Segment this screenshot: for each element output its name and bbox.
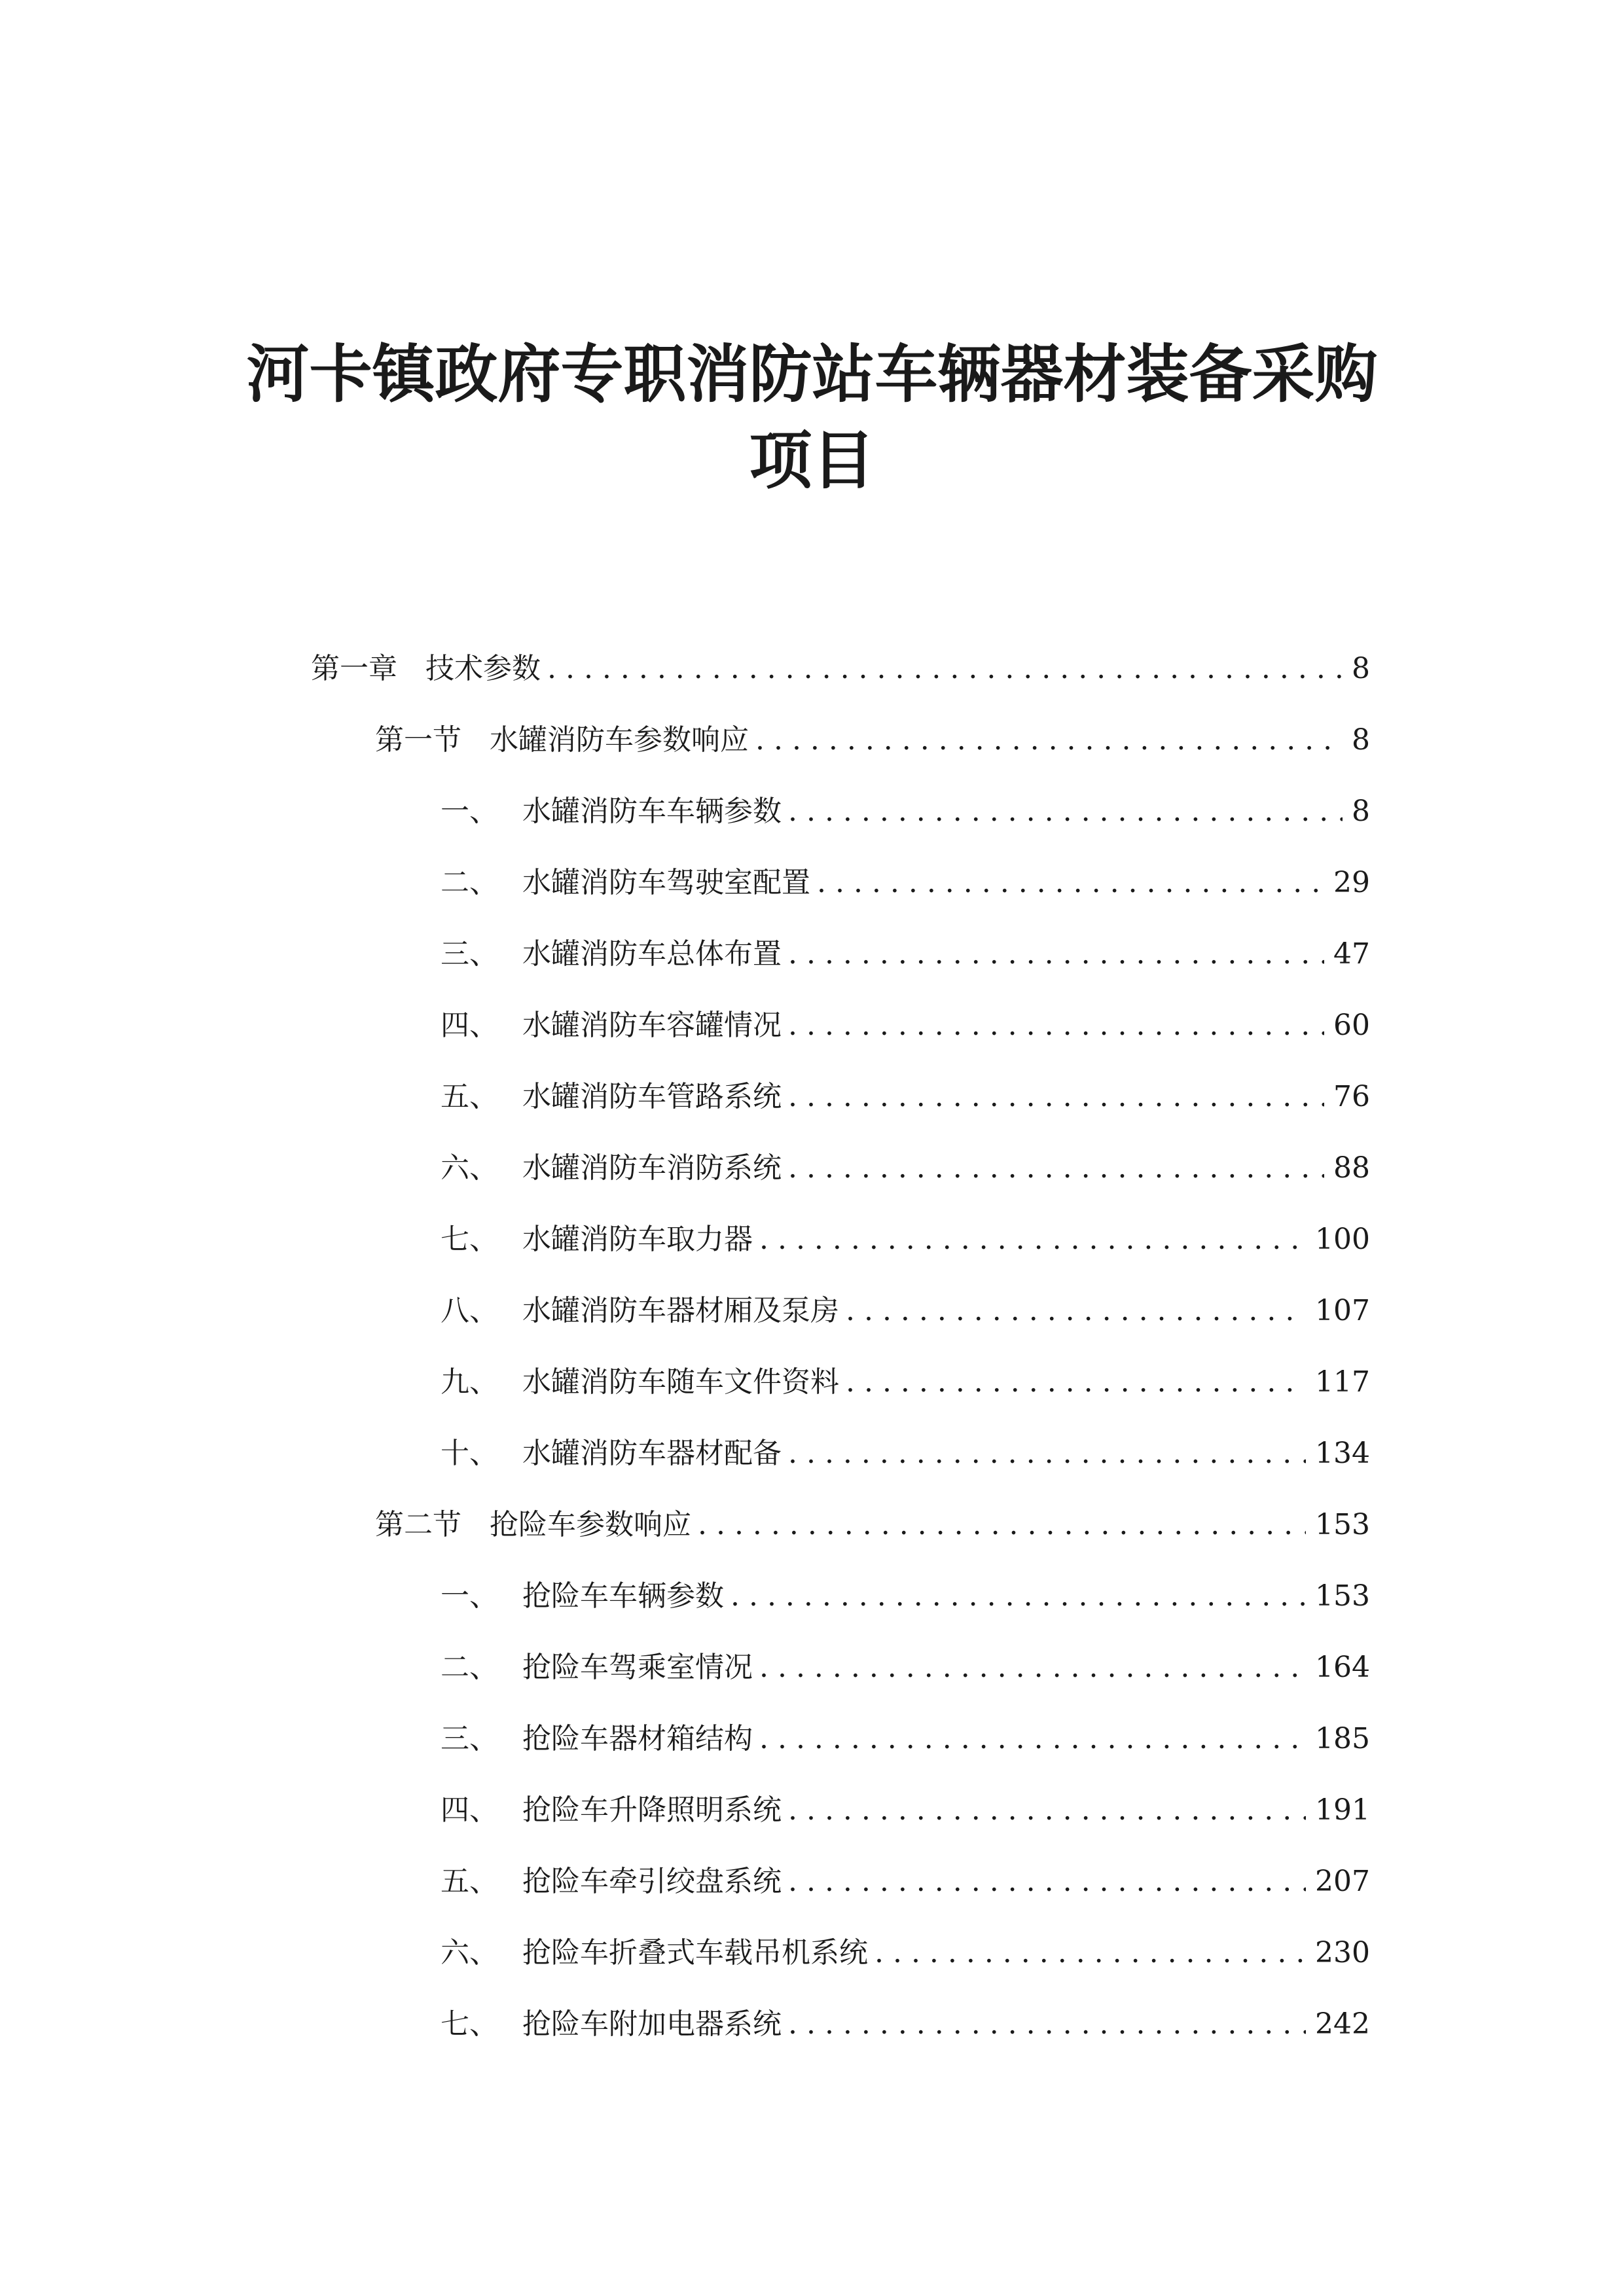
toc-entry-item[interactable] [441, 1577, 1370, 1616]
toc-dot-leader [788, 1791, 1306, 1830]
toc-dot-leader [846, 1363, 1306, 1402]
toc-entry-page: 242 [1315, 2007, 1370, 2041]
toc-dot-leader [788, 792, 1343, 831]
toc-entry-page: 107 [1315, 1294, 1370, 1327]
toc-entry-section[interactable] [375, 721, 1370, 760]
toc-entry-number: 二、 [441, 866, 498, 899]
toc-entry-label: 水罐消防车消防系统 [522, 1151, 782, 1185]
toc-entry-item[interactable] [441, 1220, 1370, 1259]
toc-entry-number: 第二节 [375, 1508, 461, 1541]
toc-dot-leader [788, 1862, 1306, 1901]
toc-entry-label: 水罐消防车管路系统 [522, 1080, 782, 1113]
toc-entry-label: 水罐消防车驾驶室配置 [522, 866, 810, 899]
toc-entry-label: 水罐消防车参数响应 [490, 723, 749, 757]
toc-dot-leader [759, 1220, 1306, 1259]
toc-entry-number: 一、 [441, 795, 498, 828]
toc-entry-page: 185 [1315, 1722, 1370, 1755]
toc-entry-label: 水罐消防车器材厢及泵房 [522, 1294, 839, 1327]
toc-entry-item[interactable] [441, 1291, 1370, 1331]
toc-entry-item[interactable] [441, 1719, 1370, 1759]
toc-entry-item[interactable] [441, 1648, 1370, 1687]
document-title-line-1: 河卡镇政府专职消防站车辆器材装备采购 [246, 337, 1378, 411]
toc-entry-page: 134 [1315, 1437, 1370, 1470]
toc-dot-leader [759, 1719, 1306, 1759]
toc-entry-number: 第一章 [311, 652, 397, 685]
toc-entry-item[interactable] [441, 1862, 1370, 1901]
toc-entry-page: 8 [1352, 652, 1370, 685]
toc-entry-page: 29 [1333, 866, 1370, 899]
toc-entry-page: 191 [1315, 1793, 1370, 1827]
toc-entry-number: 六、 [441, 1151, 498, 1185]
toc-entry-label: 水罐消防车容罐情况 [522, 1009, 782, 1042]
toc-entry-number: 八、 [441, 1294, 498, 1327]
toc-entry-item[interactable] [441, 1434, 1370, 1473]
toc-entry-number: 三、 [441, 1722, 498, 1755]
toc-entry-label: 抢险车牵引绞盘系统 [522, 1865, 782, 1898]
toc-entry-page: 47 [1333, 937, 1370, 971]
toc-entry-label: 抢险车附加电器系统 [522, 2007, 782, 2041]
toc-entry-label: 抢险车参数响应 [490, 1508, 691, 1541]
toc-entry-number: 七、 [441, 1223, 498, 1256]
toc-dot-leader [875, 1933, 1306, 1973]
toc-dot-leader [547, 649, 1343, 689]
toc-entry-page: 153 [1315, 1579, 1370, 1613]
toc-dot-leader [755, 721, 1343, 760]
toc-dot-leader [788, 1149, 1324, 1188]
toc-entry-number: 一、 [441, 1579, 498, 1613]
toc-entry-section[interactable] [375, 1505, 1370, 1545]
toc-entry-page: 88 [1333, 1151, 1370, 1185]
toc-entry-label: 抢险车车辆参数 [522, 1579, 724, 1613]
toc-entry-page: 8 [1352, 795, 1370, 828]
toc-entry-label: 抢险车驾乘室情况 [522, 1651, 753, 1684]
toc-entry-page: 8 [1352, 723, 1370, 757]
toc-dot-leader [788, 935, 1324, 974]
toc-dot-leader [759, 1648, 1306, 1687]
toc-entry-item[interactable] [441, 863, 1370, 903]
toc-dot-leader [698, 1505, 1306, 1545]
toc-entry-label: 技术参数 [425, 652, 541, 685]
toc-entry-label: 水罐消防车随车文件资料 [522, 1365, 839, 1399]
toc-entry-number: 六、 [441, 1936, 498, 1969]
toc-dot-leader [788, 1434, 1306, 1473]
toc-entry-number: 第一节 [375, 723, 461, 757]
toc-entry-page: 153 [1315, 1508, 1370, 1541]
toc-dot-leader [846, 1291, 1306, 1331]
toc-entry-page: 60 [1333, 1009, 1370, 1042]
toc-entry-page: 100 [1315, 1223, 1370, 1256]
toc-entry-label: 抢险车折叠式车载吊机系统 [522, 1936, 868, 1969]
toc-entry-chapter[interactable] [311, 649, 1370, 689]
toc-dot-leader [788, 2005, 1306, 2044]
toc-entry-label: 水罐消防车总体布置 [522, 937, 782, 971]
toc-entry-item[interactable] [441, 1006, 1370, 1045]
toc-entry-item[interactable] [441, 1077, 1370, 1117]
toc-entry-item[interactable] [441, 1363, 1370, 1402]
toc-entry-page: 207 [1315, 1865, 1370, 1898]
document-title-line-2: 项目 [749, 423, 875, 497]
toc-dot-leader [788, 1006, 1324, 1045]
toc-dot-leader [817, 863, 1324, 903]
toc-entry-number: 四、 [441, 1793, 498, 1827]
toc-dot-leader [788, 1077, 1324, 1117]
toc-entry-item[interactable] [441, 1791, 1370, 1830]
toc-entry-number: 二、 [441, 1651, 498, 1684]
toc-entry-label: 抢险车升降照明系统 [522, 1793, 782, 1827]
toc-entry-page: 164 [1315, 1651, 1370, 1684]
toc-entry-item[interactable] [441, 1933, 1370, 1973]
toc-entry-page: 76 [1333, 1080, 1370, 1113]
toc-entry-number: 五、 [441, 1080, 498, 1113]
toc-entry-number: 五、 [441, 1865, 498, 1898]
toc-entry-number: 三、 [441, 937, 498, 971]
toc-entry-label: 水罐消防车取力器 [522, 1223, 753, 1256]
toc-entry-item[interactable] [441, 2005, 1370, 2044]
toc-entry-number: 四、 [441, 1009, 498, 1042]
toc-entry-number: 七、 [441, 2007, 498, 2041]
toc-entry-page: 117 [1315, 1365, 1370, 1399]
toc-entry-item[interactable] [441, 792, 1370, 831]
toc-entry-number: 十、 [441, 1437, 498, 1470]
toc-entry-label: 水罐消防车车辆参数 [522, 795, 782, 828]
toc-dot-leader [731, 1577, 1306, 1616]
toc-entry-item[interactable] [441, 935, 1370, 974]
toc-entry-page: 230 [1315, 1936, 1370, 1969]
toc-entry-label: 抢险车器材箱结构 [522, 1722, 753, 1755]
toc-entry-item[interactable] [441, 1149, 1370, 1188]
toc-entry-label: 水罐消防车器材配备 [522, 1437, 782, 1470]
toc-entry-number: 九、 [441, 1365, 498, 1399]
